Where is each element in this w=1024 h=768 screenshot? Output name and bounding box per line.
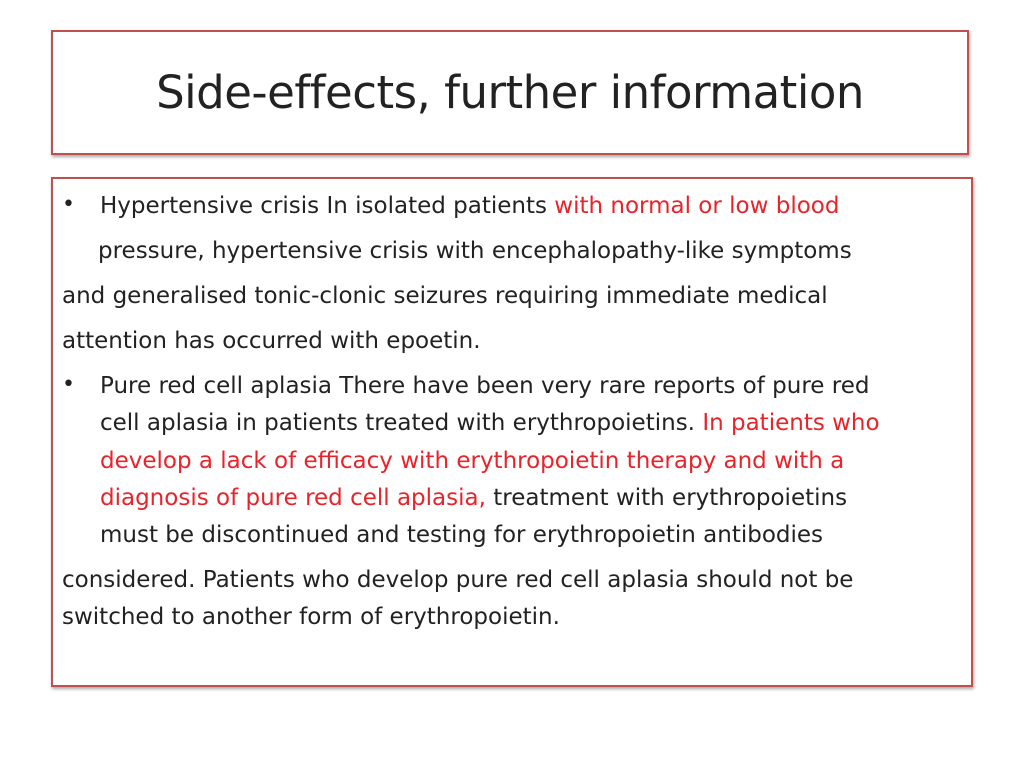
paragraph2-line3: develop a lack of efficacy with erythropoietin therapy and with a: [100, 448, 845, 474]
paragraph2-line4: [100, 483, 847, 513]
title-box: [51, 30, 969, 155]
content-box: [51, 177, 973, 687]
paragraph2-line2-text: cell aplasia in patients treated with erythropoietins.: [100, 410, 703, 436]
paragraph1-line1-text: Hypertensive crisis In isolated patients: [100, 193, 555, 219]
paragraph1-line1: [100, 191, 839, 221]
paragraph1-line4: attention has occurred with epoetin.: [62, 328, 481, 354]
paragraph2-line6: considered. Patients who develop pure red cell aplasia should not be: [62, 567, 854, 593]
paragraph2-line2: [100, 408, 880, 438]
paragraph1-line3: and generalised tonic-clonic seizures requiring immediate medical: [62, 283, 828, 309]
slide-title: Side-effects, further information: [156, 66, 864, 119]
paragraph2-line1: Pure red cell aplasia There have been very rare reports of pure red: [100, 373, 870, 399]
paragraph2-line5: must be discontinued and testing for erythropoietin antibodies: [100, 522, 824, 548]
paragraph2-line4-text: treatment with erythropoietins: [485, 485, 848, 511]
paragraph1-line2: pressure, hypertensive crisis with encephalopathy-like symptoms: [98, 238, 852, 264]
bullet-2: •: [62, 372, 75, 397]
paragraph2-line7: switched to another form of erythropoietin.: [62, 604, 560, 630]
paragraph2-line2-highlight: In patients who: [702, 410, 880, 436]
bullet-1: •: [62, 192, 75, 217]
paragraph1-line1-highlight: with normal or low blood: [554, 193, 840, 219]
paragraph2-line4-highlight: diagnosis of pure red cell aplasia,: [100, 485, 486, 511]
